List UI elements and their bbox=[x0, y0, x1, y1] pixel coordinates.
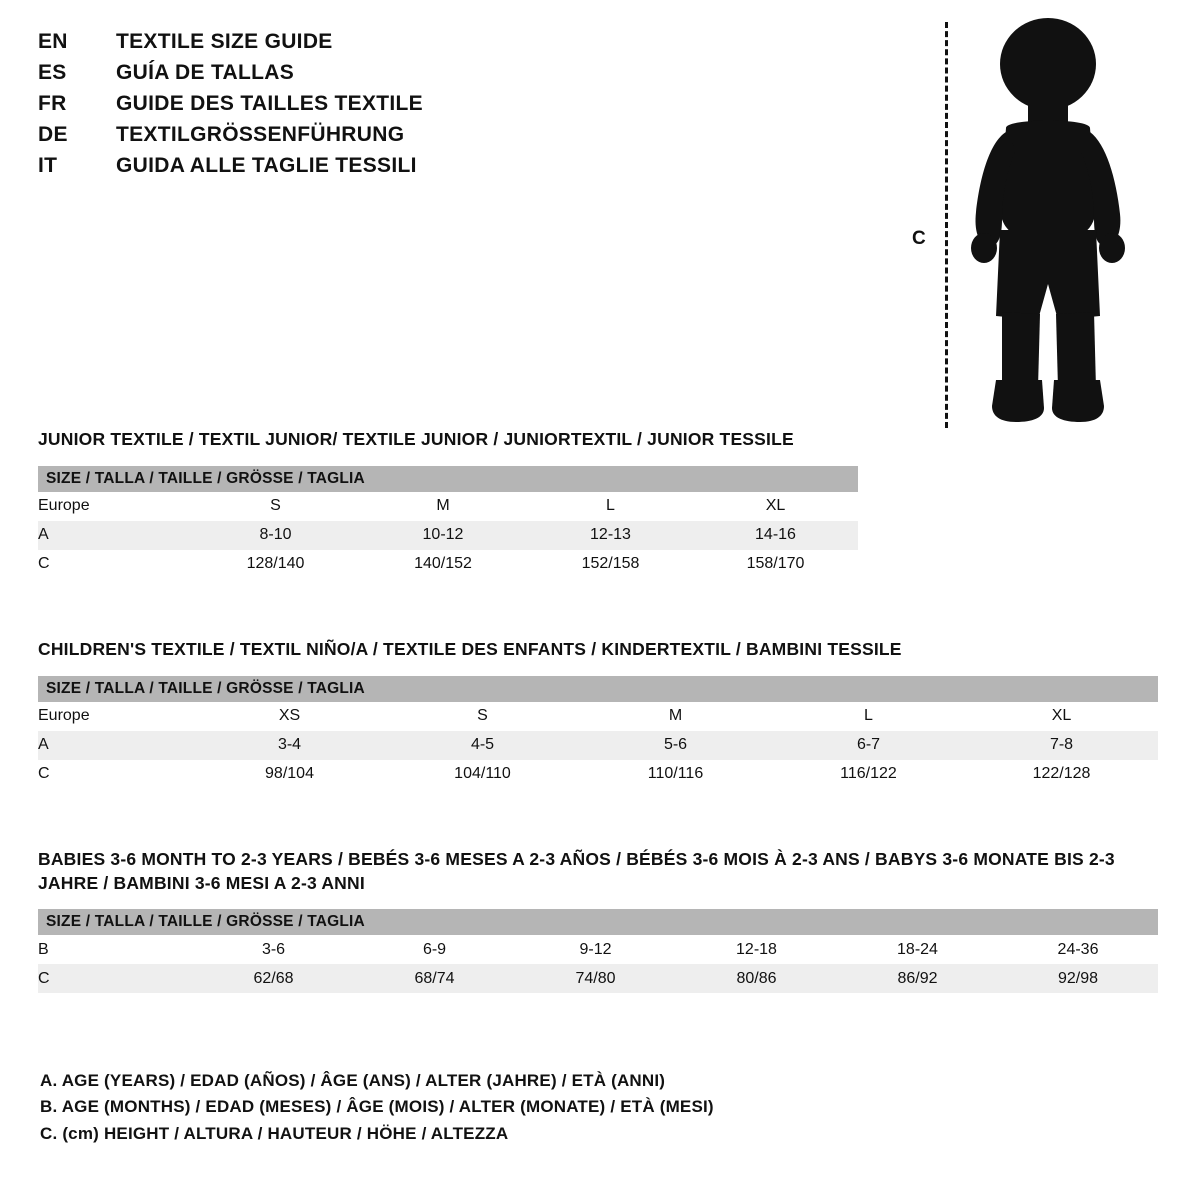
cell-value: S bbox=[193, 492, 358, 521]
language-row-it bbox=[38, 154, 658, 185]
language-code-it: IT bbox=[38, 154, 58, 177]
cell-value: M bbox=[358, 492, 528, 521]
language-title-de: TEXTILGRÖSSENFÜHRUNG bbox=[116, 123, 405, 146]
section-title-junior: JUNIOR TEXTILE / TEXTIL JUNIOR/ TEXTILE JUNIOR / JUNIORTEXTIL / JUNIOR TESSILE bbox=[38, 429, 794, 449]
table-junior-band bbox=[38, 466, 858, 492]
table-babies bbox=[38, 909, 1158, 993]
legend-block bbox=[40, 1068, 1140, 1147]
table-children bbox=[38, 676, 1158, 789]
table-row bbox=[38, 760, 1158, 789]
table-row bbox=[38, 550, 858, 579]
cell-value: 7-8 bbox=[965, 731, 1158, 760]
language-title-es: GUÍA DE TALLAS bbox=[116, 61, 295, 84]
row-label-europe: Europe bbox=[38, 702, 193, 731]
table-babies-band bbox=[38, 909, 1158, 935]
cell-value: 62/68 bbox=[193, 964, 354, 993]
cell-value: 68/74 bbox=[354, 964, 515, 993]
cell-value: M bbox=[579, 702, 772, 731]
table-row bbox=[38, 702, 1158, 731]
table-junior bbox=[38, 466, 858, 579]
cell-value: 74/80 bbox=[515, 964, 676, 993]
language-row-fr bbox=[38, 92, 658, 123]
table-row bbox=[38, 492, 858, 521]
cell-value: 110/116 bbox=[579, 760, 772, 789]
table-row bbox=[38, 964, 1158, 993]
height-diagram bbox=[900, 10, 1170, 430]
cell-value: 140/152 bbox=[358, 550, 528, 579]
section-title-children: CHILDREN'S TEXTILE / TEXTIL NIÑO/A / TEXTILE DES ENFANTS / KINDERTEXTIL / BAMBINI TESSILE bbox=[38, 639, 902, 659]
cell-value: 9-12 bbox=[515, 935, 676, 964]
cell-value: 80/86 bbox=[676, 964, 837, 993]
section-babies bbox=[38, 848, 1158, 993]
language-title-block bbox=[38, 30, 658, 185]
child-silhouette-icon bbox=[940, 16, 1140, 436]
cell-value: L bbox=[772, 702, 965, 731]
table-row bbox=[38, 935, 1158, 964]
table-row bbox=[38, 521, 858, 550]
cell-value: 3-4 bbox=[193, 731, 386, 760]
cell-value: L bbox=[528, 492, 693, 521]
cell-value: 116/122 bbox=[772, 760, 965, 789]
language-row-de bbox=[38, 123, 658, 154]
cell-value: S bbox=[386, 702, 579, 731]
cell-value: 86/92 bbox=[837, 964, 998, 993]
cell-value: 3-6 bbox=[193, 935, 354, 964]
cell-value: 104/110 bbox=[386, 760, 579, 789]
legend-b: B. AGE (MONTHS) / EDAD (MESES) / ÂGE (MOIS) / ALTER (MONATE) / ETÀ (MESI) bbox=[40, 1097, 714, 1117]
cell-value: 12-13 bbox=[528, 521, 693, 550]
cell-value: 6-9 bbox=[354, 935, 515, 964]
cell-value: 14-16 bbox=[693, 521, 858, 550]
cell-value: 6-7 bbox=[772, 731, 965, 760]
language-code-en: EN bbox=[38, 30, 68, 53]
cell-value: 18-24 bbox=[837, 935, 998, 964]
cell-value: 152/158 bbox=[528, 550, 693, 579]
height-marker-label: C bbox=[912, 228, 926, 249]
language-title-fr: GUIDE DES TAILLES TEXTILE bbox=[116, 92, 423, 115]
section-junior bbox=[38, 428, 1158, 579]
cell-value: 8-10 bbox=[193, 521, 358, 550]
row-label-b: B bbox=[38, 935, 193, 964]
language-code-de: DE bbox=[38, 123, 68, 146]
table-row bbox=[38, 731, 1158, 760]
cell-value: 128/140 bbox=[193, 550, 358, 579]
row-label-a: A bbox=[38, 731, 193, 760]
table-children-band-label: SIZE / TALLA / TAILLE / GRÖSSE / TAGLIA bbox=[38, 676, 1158, 702]
row-label-c: C bbox=[38, 550, 193, 579]
language-code-es: ES bbox=[38, 61, 67, 84]
legend-a: A. AGE (YEARS) / EDAD (AÑOS) / ÂGE (ANS) / ALTER (JAHRE) / ETÀ (ANNI) bbox=[40, 1071, 666, 1090]
row-label-europe: Europe bbox=[38, 492, 193, 521]
legend-c: C. (cm) HEIGHT / ALTURA / HAUTEUR / HÖHE / ALTEZZA bbox=[40, 1123, 509, 1143]
cell-value: 12-18 bbox=[676, 935, 837, 964]
language-title-en: TEXTILE SIZE GUIDE bbox=[116, 30, 333, 53]
cell-value: 122/128 bbox=[965, 760, 1158, 789]
cell-value: XL bbox=[693, 492, 858, 521]
table-babies-band-label: SIZE / TALLA / TAILLE / GRÖSSE / TAGLIA bbox=[38, 909, 1158, 935]
cell-value: 4-5 bbox=[386, 731, 579, 760]
cell-value: XS bbox=[193, 702, 386, 731]
row-label-c: C bbox=[38, 964, 193, 993]
language-code-fr: FR bbox=[38, 92, 67, 115]
cell-value: 24-36 bbox=[998, 935, 1158, 964]
section-title-babies: BABIES 3-6 MONTH TO 2-3 YEARS / BEBÉS 3-6 MESES A 2-3 AÑOS / BÉBÉS 3-6 MOIS À 2-3 ANS / BABYS 3-6 MONATE BIS 2-3 JAHRE / BAMBINI 3-6 MESI A 2-3 ANNI bbox=[38, 849, 1115, 893]
cell-value: XL bbox=[965, 702, 1158, 731]
cell-value: 5-6 bbox=[579, 731, 772, 760]
section-children bbox=[38, 638, 1158, 789]
row-label-a: A bbox=[38, 521, 193, 550]
table-children-band bbox=[38, 676, 1158, 702]
cell-value: 158/170 bbox=[693, 550, 858, 579]
row-label-c: C bbox=[38, 760, 193, 789]
language-row-en bbox=[38, 30, 658, 61]
cell-value: 98/104 bbox=[193, 760, 386, 789]
cell-value: 92/98 bbox=[998, 964, 1158, 993]
language-row-es bbox=[38, 61, 658, 92]
language-title-it: GUIDA ALLE TAGLIE TESSILI bbox=[116, 154, 417, 177]
table-junior-band-label: SIZE / TALLA / TAILLE / GRÖSSE / TAGLIA bbox=[38, 466, 858, 492]
cell-value: 10-12 bbox=[358, 521, 528, 550]
